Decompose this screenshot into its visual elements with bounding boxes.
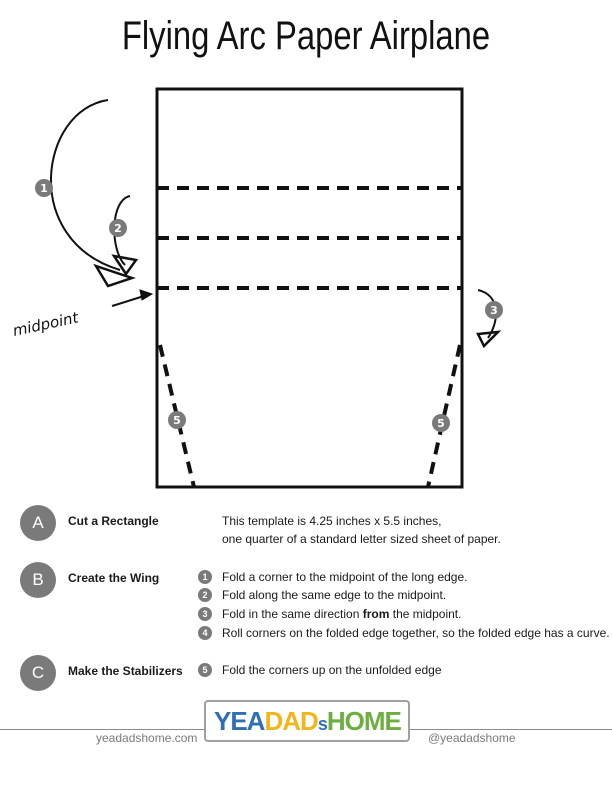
arrow-3-head [478, 332, 498, 346]
substep-3-text [222, 607, 461, 621]
substep-2-text: Fold along the same edge to the midpoint. [222, 588, 447, 602]
step-c-heading: Make the Stabilizers [68, 664, 183, 678]
arrow-1 [51, 100, 120, 270]
substep-4-text: Roll corners on the folded edge together, so the folded edge has a curve. [222, 626, 610, 640]
step-a-line-2: one quarter of a standard letter sized sheet of paper. [222, 532, 501, 546]
substep-5-text: Fold the corners up on the unfolded edge [222, 663, 442, 677]
step-b-heading: Create the Wing [68, 571, 160, 585]
yeadadshome-logo [204, 700, 410, 742]
marker-5-left [168, 411, 186, 429]
step-a-badge: A [20, 505, 56, 541]
substep-5-badge: 5 [198, 663, 212, 677]
substep-2-badge: 2 [198, 588, 212, 602]
substep-3-badge: 3 [198, 607, 212, 621]
page-title: Flying Arc Paper Airplane [121, 14, 491, 58]
footer-website[interactable]: yeadadshome.com [96, 731, 198, 745]
svg-text:1: 1 [40, 182, 48, 195]
svg-text:2: 2 [114, 222, 122, 235]
step-a-heading: Cut a Rectangle [68, 514, 159, 528]
logo-wordmark: YEADADsHOME [214, 706, 401, 736]
step-a-description [222, 512, 501, 548]
step-b-badge: B [20, 562, 56, 598]
step-c-badge: C [20, 655, 56, 691]
substep-4-badge: 4 [198, 626, 212, 640]
substep-3-text-bold: from [362, 607, 390, 621]
marker-3 [485, 301, 503, 319]
step-a-line-1: This template is 4.25 inches x 5.5 inches, [222, 514, 442, 528]
svg-text:5: 5 [437, 417, 445, 430]
marker-1 [35, 179, 53, 197]
substep-1-text: Fold a corner to the midpoint of the long edge. [222, 570, 468, 584]
substep-1-badge: 1 [198, 570, 212, 584]
arrow-midpoint-head [140, 290, 152, 300]
marker-5-right [432, 414, 450, 432]
marker-2 [109, 219, 127, 237]
midpoint-label: midpoint [11, 308, 80, 340]
footer-handle[interactable]: @yeadadshome [428, 731, 516, 745]
substep-3-text-b: the midpoint. [389, 607, 462, 621]
svg-text:5: 5 [173, 414, 181, 427]
substep-3-text-a: Fold in the same direction [222, 607, 363, 621]
svg-text:3: 3 [490, 304, 498, 317]
